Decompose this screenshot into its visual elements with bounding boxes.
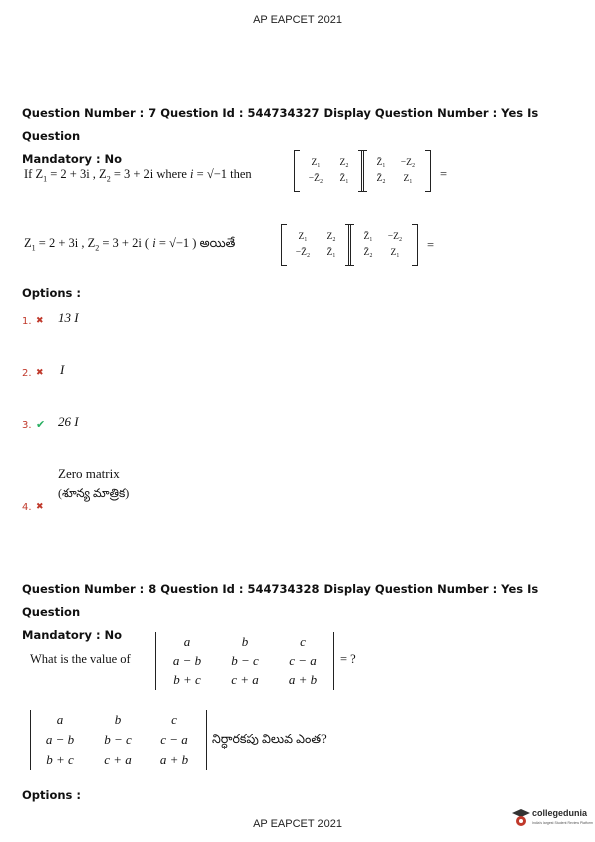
option-text: 13 I <box>58 310 79 325</box>
bracket-left <box>294 150 300 192</box>
option-number: 3. <box>22 420 32 431</box>
option-text: I <box>60 362 65 377</box>
q8-question-te-tail: నిర్ధారకపు విలువ ఎంత? <box>212 732 327 746</box>
matrix-cell: Z₁ <box>311 158 321 168</box>
q8-determinant-te <box>30 710 210 772</box>
det-cell: a − b <box>172 653 202 668</box>
det-cell: b <box>241 634 249 649</box>
matrix-cell: Z̄₁ <box>326 248 336 258</box>
logo-name: collegedunia <box>532 808 588 818</box>
det-cell: b + c <box>46 752 74 767</box>
det-cell: c <box>171 712 177 727</box>
q7-matrix-a-te <box>281 224 355 266</box>
det-cell: c − a <box>289 653 317 668</box>
page-header: AP EAPCET 2021 <box>253 14 342 26</box>
matrix-cell: Z₁ <box>298 232 308 242</box>
option-number: 1. <box>22 316 32 327</box>
det-cell: a + b <box>159 752 189 767</box>
q7-matrix-a-en <box>294 150 368 192</box>
option-text: 26 I <box>58 414 79 429</box>
q8-question-en-tail: = ? <box>340 652 356 666</box>
bracket-right <box>412 224 418 266</box>
option-text-telugu: (శూన్య మాత్రిక) <box>58 486 130 500</box>
det-cell: c − a <box>160 732 188 747</box>
matrix-cell: Z̄₁ <box>376 158 386 168</box>
cross-icon: ✖ <box>36 368 44 378</box>
det-cell: b + c <box>173 672 201 687</box>
cross-icon: ✖ <box>36 316 44 326</box>
det-cell: b <box>114 712 122 727</box>
q7-option-3[interactable] <box>22 414 222 436</box>
matrix-cell: Z₂ <box>339 158 349 168</box>
det-cell: a − b <box>45 732 75 747</box>
option-number: 4. <box>22 502 32 513</box>
collegedunia-logo <box>512 806 592 834</box>
matrix-cell: −Z₂ <box>400 158 416 168</box>
bracket-left <box>281 224 287 266</box>
matrix-cell: Z₂ <box>326 232 336 242</box>
det-cell: c <box>300 634 306 649</box>
q7-option-4[interactable] <box>22 466 222 516</box>
option-number: 2. <box>22 368 32 379</box>
graduate-cap-icon <box>512 808 530 828</box>
q8-meta-line1: Question Number : 8 Question Id : 544734328 Display Question Number : Yes Is Question <box>22 582 539 619</box>
matrix-cell: Z₁ <box>390 248 400 258</box>
q7-equals-te: = <box>427 238 435 252</box>
q8-question-en: What is the value of <box>30 652 131 666</box>
matrix-cell: Z̄₁ <box>339 174 349 184</box>
option-text: Zero matrix <box>58 466 120 481</box>
q7-equals-en: = <box>440 167 448 181</box>
page-footer: AP EAPCET 2021 <box>253 818 342 830</box>
det-bar-left <box>30 710 31 770</box>
q7-options-label: Options : <box>22 286 81 300</box>
q7-question-te: $Z_1 = 2 + 3i$ , $Z_2 = 3 + 2i$ ( i = √−1 ) అయితే <box>24 236 236 253</box>
det-cell: a <box>183 634 191 649</box>
q8-determinant-en <box>155 632 335 692</box>
check-icon: ✔ <box>36 418 46 431</box>
q7-meta-line1: Question Number : 7 Question Id : 544734327 Display Question Number : Yes Is Question <box>22 106 539 143</box>
matrix-cell: −Z₂ <box>387 232 403 242</box>
det-cell: c + a <box>231 672 259 687</box>
q8-options-label: Options : <box>22 788 81 802</box>
bracket-left <box>348 224 354 266</box>
det-cell: b − c <box>231 653 259 668</box>
matrix-cell: Z̄₁ <box>363 232 373 242</box>
det-cell: b − c <box>104 732 132 747</box>
det-cell: a <box>56 712 64 727</box>
det-bar-right <box>333 632 334 690</box>
q7-option-1[interactable] <box>22 310 222 332</box>
matrix-cell: −Z̄₂ <box>295 248 311 258</box>
q7-matrix-b-en <box>361 150 435 192</box>
matrix-cell: Z̄₂ <box>376 174 386 184</box>
det-bar-right <box>206 710 207 770</box>
matrix-cell: Z̄₂ <box>363 248 373 258</box>
cross-icon: ✖ <box>36 502 44 512</box>
logo-tagline: India's largest Student Review Platform <box>532 821 593 825</box>
det-bar-left <box>155 632 156 690</box>
bracket-left <box>361 150 367 192</box>
det-cell: c + a <box>104 752 132 767</box>
q7-option-2[interactable] <box>22 362 222 384</box>
q7-question-en: If $Z_1 = 2 + 3i$ , $Z_2 = 3 + 2i$ where i = √−1 then <box>24 167 252 184</box>
q7-matrix-b-te <box>348 224 422 266</box>
matrix-cell: −Z̄₂ <box>308 174 324 184</box>
matrix-cell: Z₁ <box>403 174 413 184</box>
q7-meta-line2: Mandatory : No <box>22 152 123 166</box>
bracket-right <box>425 150 431 192</box>
q8-meta-line2: Mandatory : No <box>22 628 123 642</box>
det-cell: a + b <box>288 672 318 687</box>
